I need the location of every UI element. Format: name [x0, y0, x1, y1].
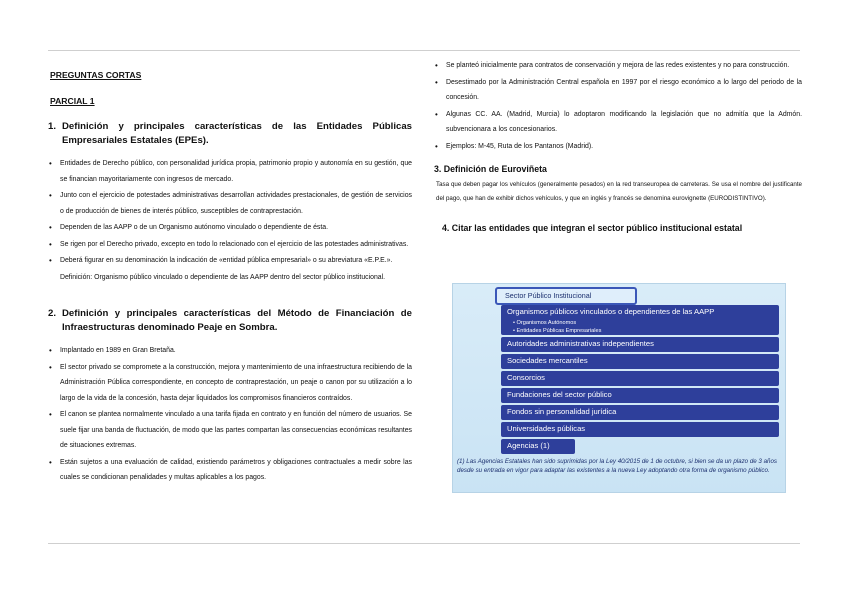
- question-3-text: Tasa que deben pagar los vehículos (generalmente pesados) en la red transeuropea de carreteras. Se usa el nombre del justificante del pago, que han de exhibir dichos vehículos, y que en inglés y francés se denomina eurovignette (EURODISTINTIVO).: [436, 181, 802, 202]
- section-title-preguntas: PREGUNTAS CORTAS: [50, 70, 142, 80]
- diagram-item-sociedades: Sociedades mercantiles: [501, 354, 779, 369]
- diagram-item-consorcios: Consorcios: [501, 371, 779, 386]
- list-item: • Implantado en 1989 en Gran Bretaña.: [60, 343, 412, 359]
- list-item: • Ejemplos: M-45, Ruta de los Pantanos (Madrid).: [446, 139, 802, 155]
- bottom-rule: [48, 543, 800, 544]
- sector-publico-diagram: [452, 283, 786, 493]
- list-item: • Junto con el ejercicio de potestades administrativas desarrollan actividades prestacionales, de gestión de servicios o de producción de bienes de interés público, susceptibles de contraprestación.: [60, 188, 412, 219]
- question-2-bullets: [48, 343, 412, 486]
- diagram-item-agencias: Agencias (1): [501, 439, 575, 454]
- diagram-item-autoridades: Autoridades administrativas independientes: [501, 337, 779, 352]
- list-item: • Se planteó inicialmente para contratos de conservación y mejora de las redes existentes y no para construcción.: [446, 58, 802, 74]
- list-item: • El canon se plantea normalmente vinculado a una tarifa fijada en contrato y en función del número de usuarios. Se suele fijar una banda de fluctuación, de modo que las partes compartan las consecuencias económicas resultantes de situaciones extremas.: [60, 407, 412, 454]
- diagram-item-fundaciones: Fundaciones del sector público: [501, 388, 779, 403]
- question-3-heading: 3. Definición de Euroviñeta: [434, 164, 547, 174]
- question-1-definition: Definición: Organismo público vinculado o dependiente de las AAPP dentro del sector público institucional.: [60, 273, 386, 281]
- list-item: • Se rigen por el Derecho privado, excepto en todo lo relacionado con el ejercicio de las potestades administrativas.: [60, 237, 412, 253]
- list-item: • Deberá figurar en su denominación la indicación de «entidad pública empresarial» o su abreviatura «E.P.E.».: [60, 253, 412, 269]
- diagram-item-organismos: Organismos públicos vinculados o dependientes de las AAPP • Organismos Autónomos • Entidades Públicas Empresariales: [501, 305, 779, 335]
- question-2-heading: 2. Definición y principales características del Método de Financiación de Infraestructuras denominado Peaje en Sombra.: [48, 308, 412, 333]
- list-item: • Están sujetos a una evaluación de calidad, existiendo parámetros y obligaciones contractuales a medir sobre las cuales se condicionan penalidades y multas aplicables a los pagos.: [60, 455, 412, 486]
- section-title-parcial: PARCIAL 1: [50, 96, 95, 106]
- diagram-item-universidades: Universidades públicas: [501, 422, 779, 437]
- list-item: • Entidades de Derecho público, con personalidad jurídica propia, patrimonio propio y autonomía en su gestión, que se financian mayoritariamente con ingresos de mercado.: [60, 156, 412, 187]
- list-item: • Desestimado por la Administración Central española en 1997 por el riesgo económico a lo largo del periodo de la concesión.: [446, 75, 802, 106]
- question-2-continued-bullets: [432, 58, 802, 154]
- top-rule: [48, 50, 800, 51]
- list-item: • Dependen de las AAPP o de un Organismo autónomo vinculado o dependiente de ésta.: [60, 220, 412, 236]
- diagram-footnote: (1) Las Agencias Estatales han sido suprimidas por la Ley 40/2015 de 1 de octubre, si bien se da un plazo de 3 años desde su entrada en vigor para adaptar las existentes a la nueva Ley adoptando otra forma de organismo público.: [457, 458, 778, 474]
- question-1-heading: 1. Definición y principales características de las Entidades Públicas Empresariales Estatales (EPEs).: [48, 121, 412, 146]
- list-item: • Algunas CC. AA. (Madrid, Murcia) lo adoptaron modificando la legislación que no admitía que la Admón. subvencionara a los concesionarios.: [446, 107, 802, 138]
- question-1-bullets: [48, 156, 412, 269]
- diagram-subitems: • Organismos Autónomos • Entidades Públicas Empresariales: [513, 320, 602, 334]
- right-column: [432, 58, 802, 233]
- left-column: [48, 60, 412, 487]
- question-4-heading: 4. Citar las entidades que integran el sector público institucional estatal: [442, 223, 743, 233]
- diagram-title: Sector Público Institucional: [495, 287, 637, 305]
- diagram-item-fondos: Fondos sin personalidad jurídica: [501, 405, 779, 420]
- list-item: • El sector privado se compromete a la construcción, mejora y mantenimiento de una infraestructura recibiendo de la Administración Pública correspondiente, en concepto de contraprestación, un peaje o canon por su utilización a lo largo de la vida de la concesión, hasta dejar liquidados los compromisos financieros contraídos.: [60, 360, 412, 407]
